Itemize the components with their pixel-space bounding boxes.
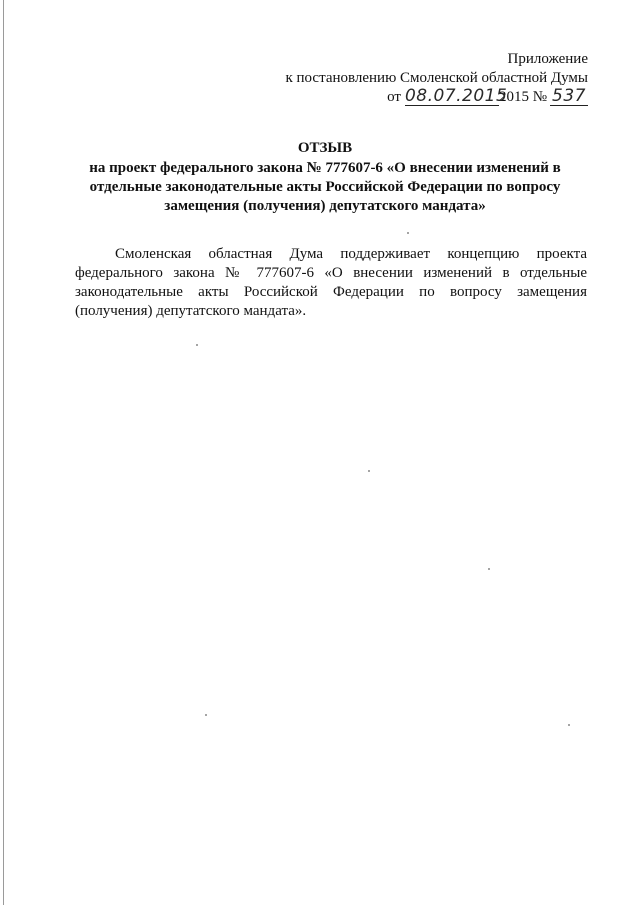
scan-speck: [205, 714, 207, 716]
from-prefix: от: [387, 89, 401, 105]
date-field: [404, 86, 508, 106]
appendix-header: [168, 50, 588, 107]
year-number-label: 2015 №: [498, 89, 547, 105]
number-field: [550, 88, 588, 106]
document-title: ОТЗЫВ: [297, 140, 353, 156]
handwritten-number: 537: [552, 86, 586, 106]
appendix-label: Приложение: [507, 51, 588, 67]
handwritten-date: 08.07.2015: [404, 86, 508, 106]
scan-speck: [196, 344, 198, 346]
scan-edge-line: [3, 0, 4, 905]
document-subtitle: на проект федерального закона № 777607-6 «О внесении изменений в отдельные законодательные акты Российской Федерации по вопросу замещения (получения) депутатского мандата»: [89, 160, 561, 214]
scan-speck: [368, 470, 370, 472]
scan-speck: [488, 568, 490, 570]
scan-speck: [407, 232, 409, 234]
appendix-date-number-line: [168, 88, 588, 107]
document-title-block: [60, 139, 590, 216]
scan-speck: [568, 724, 570, 726]
appendix-resolution-line: к постановлению Смоленской областной Думы: [285, 70, 588, 86]
body-paragraph: Смоленская областная Дума поддерживает концепцию проекта федерального закона № 777607-6 «О внесении изменений в отдельные законодательные акты Российской Федерации по вопросу замещения (получения) депутатского мандата».: [75, 246, 587, 319]
